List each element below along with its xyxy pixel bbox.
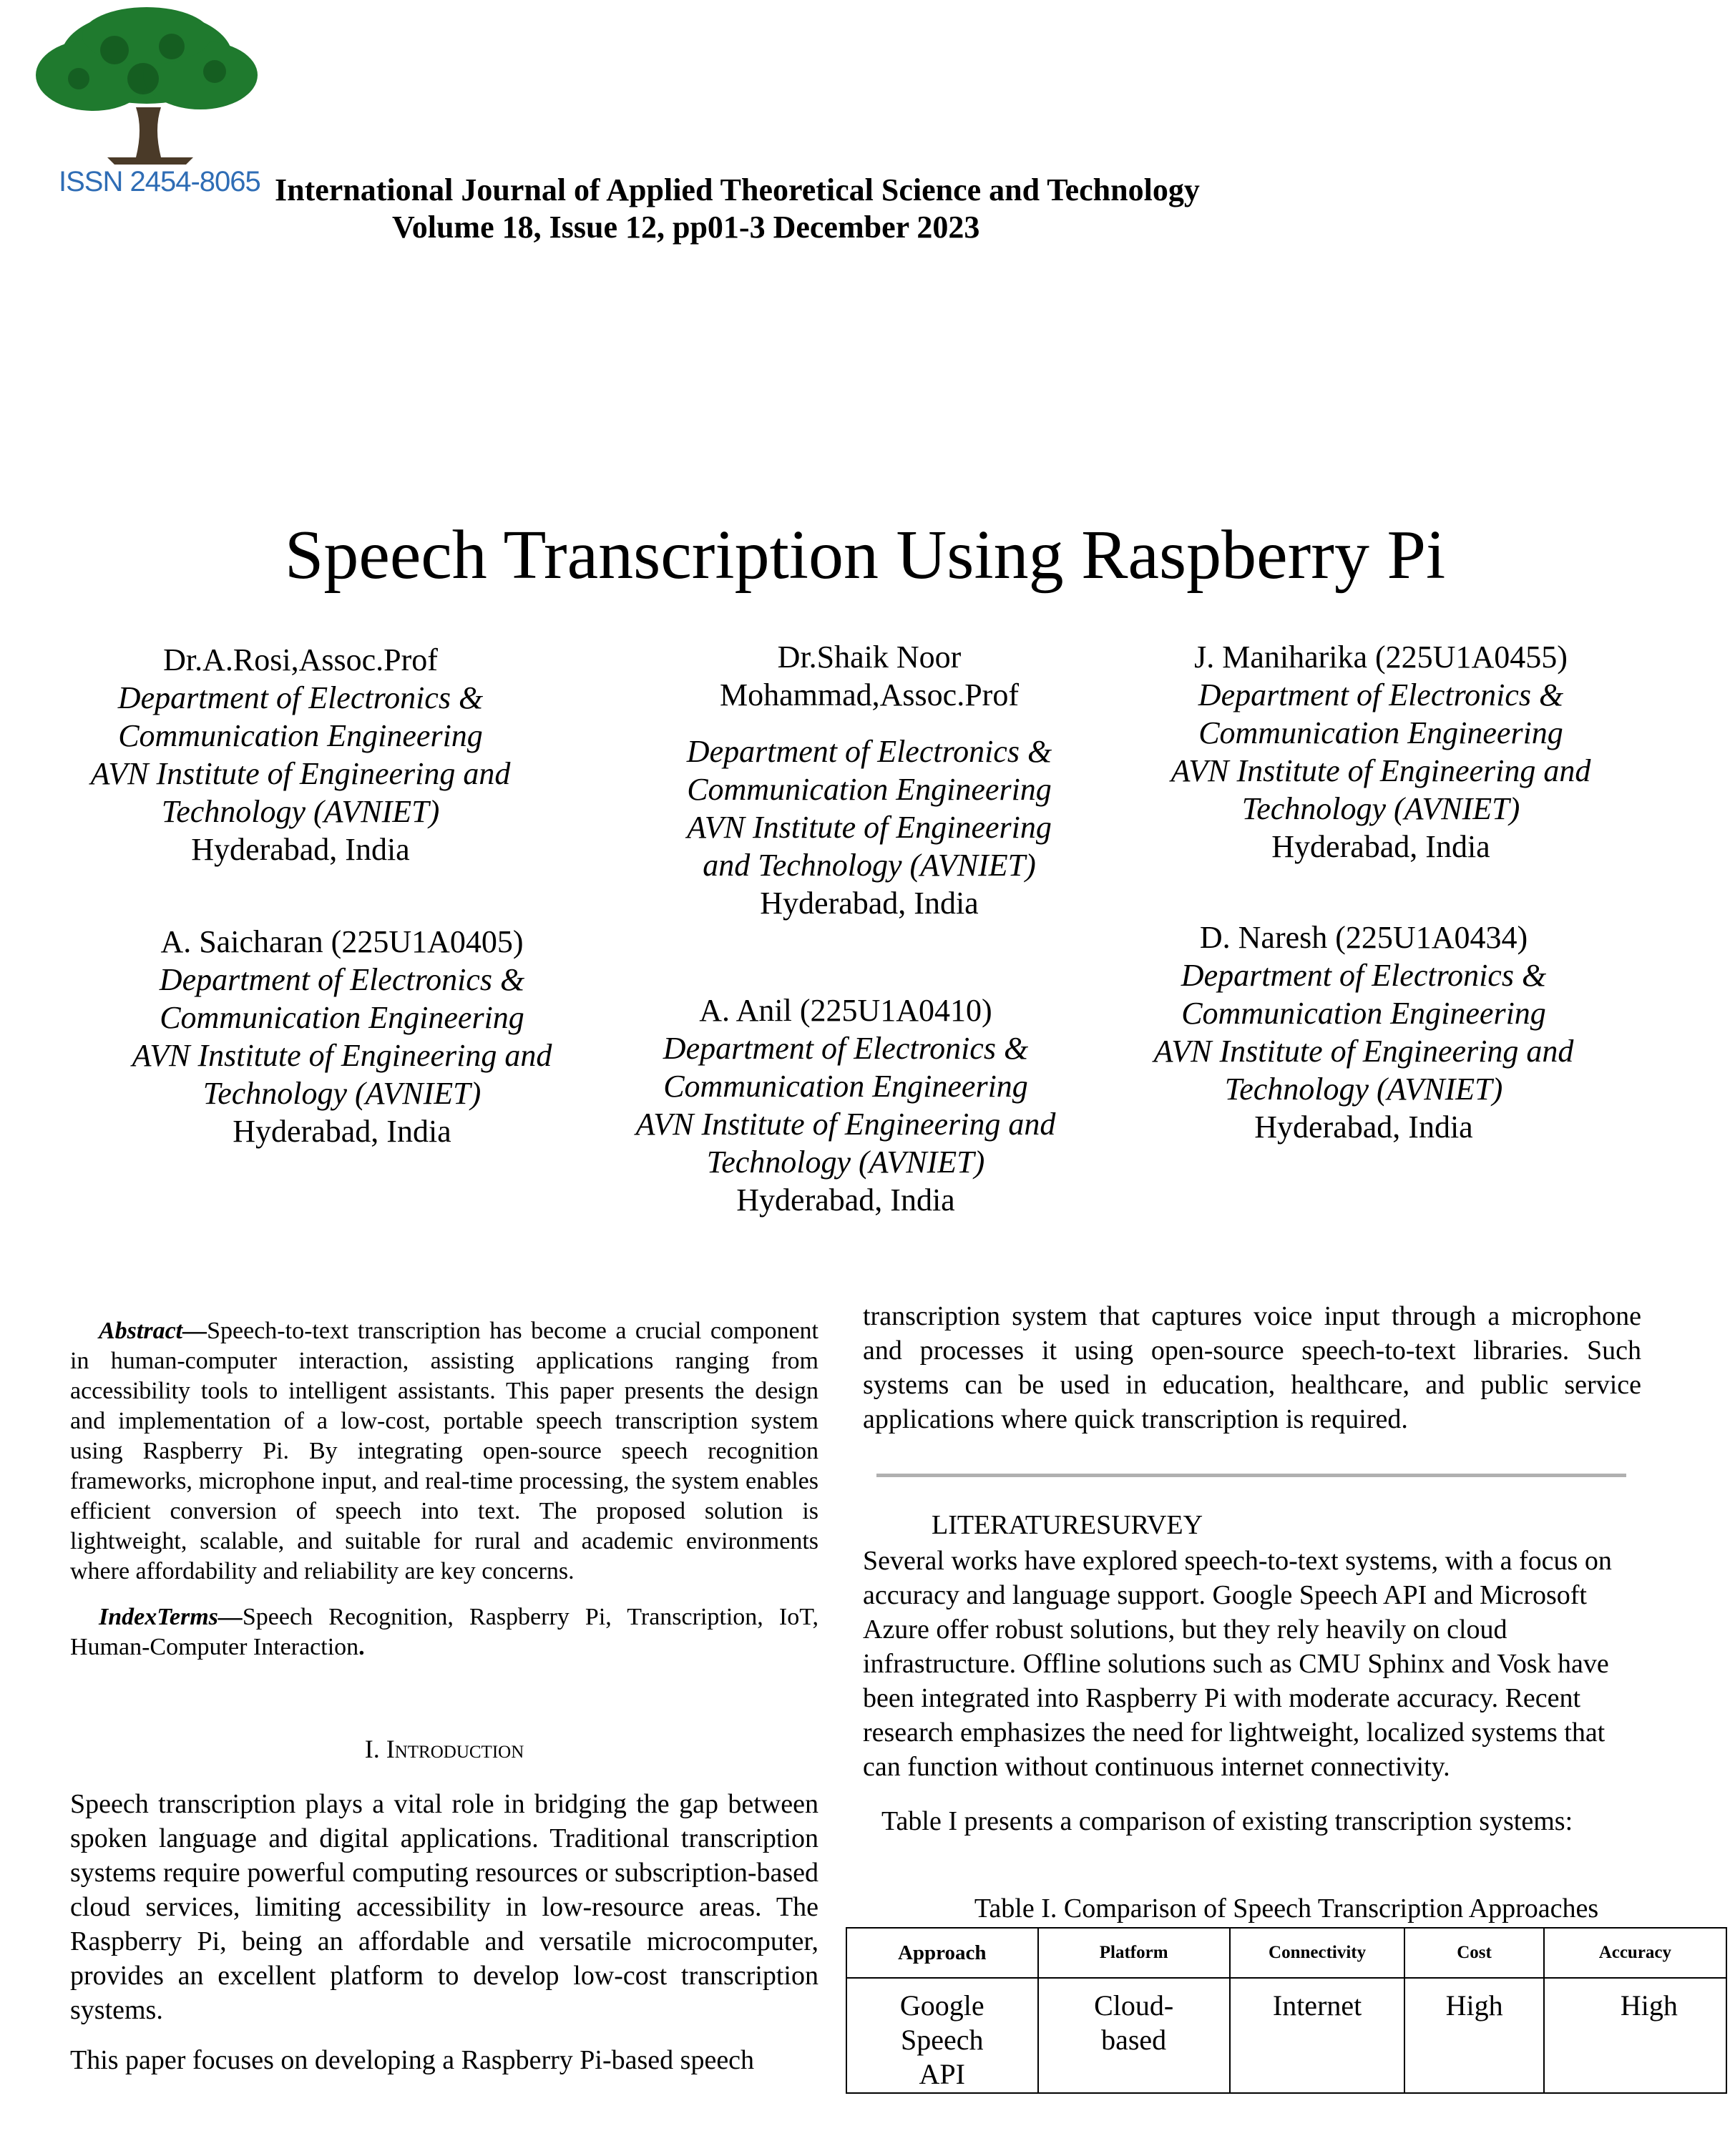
author-block-1	[43, 641, 558, 868]
table-caption: Table I. Comparison of Speech Transcription Approaches	[974, 1893, 1599, 1924]
table-header-cell: Connectivity	[1230, 1928, 1405, 1978]
author-inst: AVN Institute of Engineering and	[1171, 753, 1591, 788]
author-inst: Technology (AVNIET)	[161, 794, 440, 829]
journal-volume: Volume 18, Issue 12, pp01-3 December 2023	[392, 210, 980, 245]
author-inst: AVN Institute of Engineering and	[90, 756, 511, 791]
author-dept: Communication Engineering	[1198, 715, 1563, 750]
author-dept: Department of Electronics &	[117, 680, 484, 715]
author-name: Dr.Shaik Noor	[777, 640, 962, 675]
author-city: Hyderabad, India	[1254, 1109, 1473, 1145]
table-cell: Internet	[1230, 1978, 1405, 2093]
paper-title: Speech Transcription Using Raspberry Pi	[284, 516, 1446, 594]
author-dept: Department of Electronics &	[686, 734, 1052, 769]
section-heading-introduction	[70, 1734, 818, 1764]
heading-text: Introduction	[386, 1735, 524, 1763]
author-city: Hyderabad, India	[191, 832, 410, 867]
author-inst: AVN Institute of Engineering	[687, 810, 1052, 845]
table-header-cell: Platform	[1038, 1928, 1230, 1978]
section-divider	[876, 1474, 1626, 1477]
table-cell: Google Speech API	[846, 1978, 1038, 2093]
author-dept: Communication Engineering	[1181, 996, 1546, 1031]
author-dept: Department of Electronics &	[159, 962, 525, 997]
intro-paragraph-1: Speech transcription plays a vital role in bridging the gap between spoken language and digital applications. Traditional transcription systems require powerful computing resources or subscription-based cloud services, limiting accessibility in low-resource areas. The Raspberry Pi, being an affordable and versatile microcomputer, provides an excellent platform to develop low-cost transcription systems.	[70, 1789, 818, 2025]
issn-label: ISSN 2454-8065	[59, 166, 260, 197]
abstract	[70, 1316, 818, 1662]
author-block-3	[1123, 638, 1638, 866]
author-city: Hyderabad, India	[736, 1182, 955, 1217]
author-dept: Department of Electronics &	[1198, 677, 1564, 712]
index-terms-end: .	[358, 1634, 365, 1660]
literature-body	[863, 1544, 1641, 1838]
section-heading-literature: LITERATURESURVEY	[932, 1510, 1203, 1540]
author-name: Dr.A.Rosi,Assoc.Prof	[163, 642, 438, 677]
author-dept: Department of Electronics &	[663, 1031, 1029, 1066]
table-cell: Cloud-based	[1038, 1978, 1230, 2093]
table-header-cell: Approach	[846, 1928, 1038, 1978]
author-dept: Communication Engineering	[160, 1000, 524, 1035]
table-row	[846, 1978, 1726, 2093]
table-header-cell: Cost	[1404, 1928, 1543, 1978]
author-name: J. Maniharika (225U1A0455)	[1194, 640, 1568, 675]
table-cell: High	[1544, 1978, 1726, 2093]
author-inst: AVN Institute of Engineering and	[132, 1038, 552, 1073]
intro-paragraph-2-continued: transcription system that captures voice input through a microphone and processes it using open-source speech-to-text libraries. Such systems can be used in education, healthcare, and public service applications where quick transcription is required.	[863, 1301, 1641, 1434]
index-terms-lead: IndexTerms—	[99, 1604, 243, 1630]
index-terms-text: Speech Recognition, Raspberry Pi, Transcription, IoT, Human-Computer Interaction	[70, 1604, 818, 1660]
author-inst: Technology (AVNIET)	[1224, 1072, 1503, 1107]
author-block-6	[1106, 918, 1621, 1146]
author-name: D. Naresh (225U1A0434)	[1199, 920, 1528, 955]
author-inst: Technology (AVNIET)	[202, 1076, 482, 1111]
comparison-table	[846, 1927, 1727, 2094]
author-dept: Communication Engineering	[663, 1069, 1028, 1104]
abstract-lead: Abstract—	[99, 1318, 207, 1344]
author-dept: Department of Electronics &	[1181, 958, 1547, 993]
author-dept: Communication Engineering	[118, 718, 483, 753]
author-inst: Technology (AVNIET)	[706, 1145, 985, 1180]
author-dept: Communication Engineering	[687, 772, 1052, 807]
author-name: A. Anil (225U1A0410)	[699, 993, 992, 1028]
table-header-cell: Accuracy	[1544, 1928, 1726, 1978]
author-inst: AVN Institute of Engineering and	[635, 1107, 1056, 1142]
author-city: Hyderabad, India	[233, 1114, 451, 1149]
journal-name: International Journal of Applied Theoretical Science and Technology	[275, 172, 1200, 207]
heading-number: I.	[364, 1735, 386, 1763]
author-name: A. Saicharan (225U1A0405)	[160, 924, 524, 959]
author-block-4	[84, 923, 600, 1150]
literature-paragraph-1: Several works have explored speech-to-text systems, with a focus on accuracy and language support. Google Speech API and Microsoft Azure offer robust solutions, but they rely heavily on cloud infrastructure. Offline solutions such as CMU Sphinx and Vosk have been integrated into Raspberry Pi with moderate accuracy. Recent research emphasizes the need for lightweight, localized systems that can function without continuous internet connectivity.	[863, 1546, 1612, 1782]
literature-paragraph-2: Table I presents a comparison of existing transcription systems:	[881, 1806, 1573, 1836]
abstract-text: Speech-to-text transcription has become a crucial component in human-computer interaction, assisting applications ranging from accessibility tools to intelligent assistants. This paper presents the design and implementation of a low-cost, portable speech transcription system using Raspberry Pi. By integrating open-source speech recognition frameworks, microphone input, and real-time processing, the system enables efficient conversion of speech into text. The proposed solution is lightweight, scalable, and suitable for rural and academic environments where affordability and reliability are key concerns.	[70, 1318, 818, 1584]
author-name: Mohammad,Assoc.Prof	[720, 677, 1019, 712]
author-inst: AVN Institute of Engineering and	[1153, 1034, 1574, 1069]
author-city: Hyderabad, India	[1271, 829, 1490, 864]
author-block-2	[612, 638, 1127, 922]
table-cell: High	[1404, 1978, 1543, 2093]
author-inst: Technology (AVNIET)	[1241, 791, 1520, 826]
table-header-row	[846, 1928, 1726, 1978]
author-city: Hyderabad, India	[760, 886, 979, 921]
introduction-body	[70, 1787, 818, 2077]
author-inst: and Technology (AVNIET)	[703, 848, 1036, 883]
author-block-5	[588, 991, 1103, 1219]
intro-paragraph-2: This paper focuses on developing a Raspberry Pi-based speech	[70, 2045, 755, 2075]
